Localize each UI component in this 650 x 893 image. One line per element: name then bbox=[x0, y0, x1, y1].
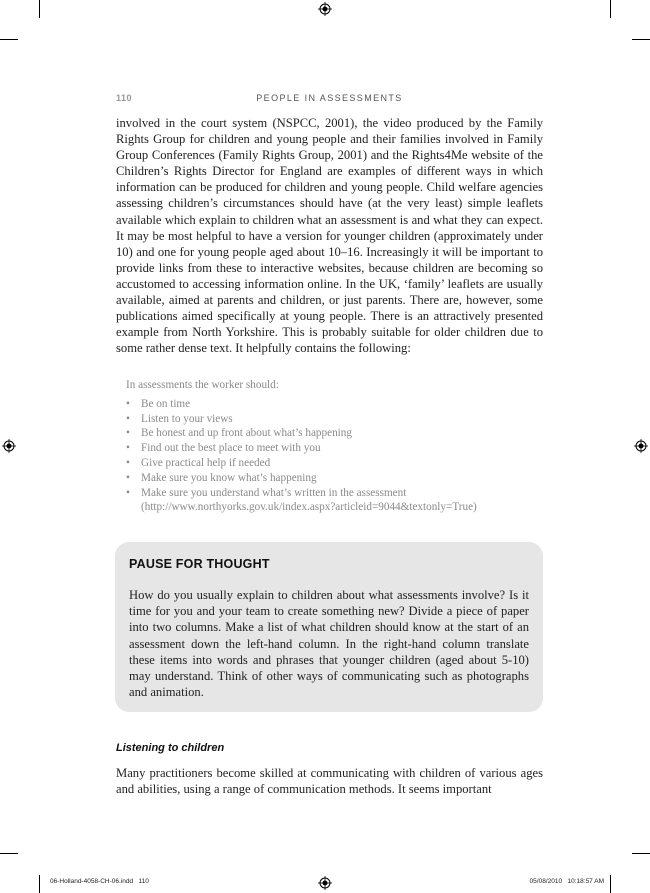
bullet-icon: • bbox=[126, 456, 130, 469]
crop-mark-bottom-left-horizontal bbox=[0, 853, 18, 854]
quoted-extract bbox=[126, 378, 546, 515]
bullet-icon: • bbox=[126, 427, 130, 440]
page-number: 110 bbox=[116, 93, 133, 103]
crop-mark-top-left-vertical bbox=[39, 0, 40, 18]
section-paragraph: Many practitioners become skilled at communicating with children of various ages and abilities, using a range of communication methods. It seems important bbox=[116, 766, 543, 797]
list-item: • Give practical help if needed bbox=[126, 456, 271, 469]
crop-mark-top-left-horizontal bbox=[0, 39, 18, 40]
slug-timestamp: 05/08/2010 10:18:57 AM bbox=[529, 878, 604, 885]
source-url[interactable]: (http://www.northyorks.gov.uk/index.aspx?articleid=9044&textonly=True) bbox=[141, 501, 477, 514]
section-heading: Listening to children bbox=[116, 742, 225, 754]
crop-mark-top-right-horizontal bbox=[632, 39, 650, 40]
bullet-icon: • bbox=[126, 486, 130, 499]
list-item: • Be honest and up front about what’s happening bbox=[126, 427, 352, 440]
running-head bbox=[116, 93, 543, 103]
list-item: • Make sure you understand what’s written in the assessment bbox=[126, 486, 407, 499]
slug-file-info: 06-Holland-4058-CH-06.indd 110 bbox=[50, 878, 149, 885]
bullet-icon: • bbox=[126, 397, 130, 410]
pause-box-text: How do you usually explain to children about what assessments involve? Is it time for you and your team to create something new? Divide a piece of paper into two columns. Make a list of what children should know at the start of an assessment down the left-hand column. In the right-hand column translate these items into words and phrases that younger children (aged about 5-10) may understand. Think of other ways of communicating such as photographs and animation. bbox=[129, 588, 529, 700]
registration-mark-icon bbox=[318, 2, 332, 16]
bullet-icon: • bbox=[126, 471, 130, 484]
crop-mark-top-right-vertical bbox=[610, 0, 611, 18]
registration-mark-icon bbox=[2, 439, 16, 453]
bullet-icon: • bbox=[126, 412, 130, 425]
list-item: • Listen to your views bbox=[126, 412, 233, 425]
list-item: • Be on time bbox=[126, 397, 191, 410]
body-paragraph: involved in the court system (NSPCC, 2001), the video produced by the Family Rights Group for children and young people and their families involved in Family Group Conferences (Family Rights Group, 2001) and the Rights4Me website of the Children’s Rights Director for England are examples of different ways in which information can be produced for children and young people. Child welfare agencies assessing children’s circumstances should have (at the very least) simple leaflets available which explain to children what an assessment is and what they can expect. It may be most helpful to have a version for younger children (approximately under 10) and one for young people aged about 10–16. Increasingly it will be important to provide links from these to interactive websites, because children are becoming so accustomed to accessing information online. In the UK, ‘family’ leaflets are usually available, aimed at parents and children, or just parents. There are, however, some publications aimed specifically at young people. There is an attractively presented example from North Yorkshire. This is probably suitable for older children due to some rather dense text. It helpfully contains the following: bbox=[116, 116, 543, 356]
pause-box-title: PAUSE FOR THOUGHT bbox=[129, 557, 270, 571]
crop-mark-bottom-right-vertical bbox=[610, 875, 611, 893]
bullet-icon: • bbox=[126, 442, 130, 455]
running-head-title: PEOPLE IN ASSESSMENTS bbox=[256, 93, 403, 103]
extract-list bbox=[126, 397, 546, 501]
list-item: • Make sure you know what’s happening bbox=[126, 471, 317, 484]
extract-intro: In assessments the worker should: bbox=[126, 379, 279, 391]
list-item: • Find out the best place to meet with you bbox=[126, 442, 321, 455]
crop-mark-bottom-left-vertical bbox=[39, 875, 40, 893]
registration-mark-icon bbox=[634, 439, 648, 453]
pause-for-thought-box bbox=[115, 542, 543, 712]
registration-mark-icon bbox=[318, 876, 332, 890]
crop-mark-bottom-right-horizontal bbox=[632, 853, 650, 854]
